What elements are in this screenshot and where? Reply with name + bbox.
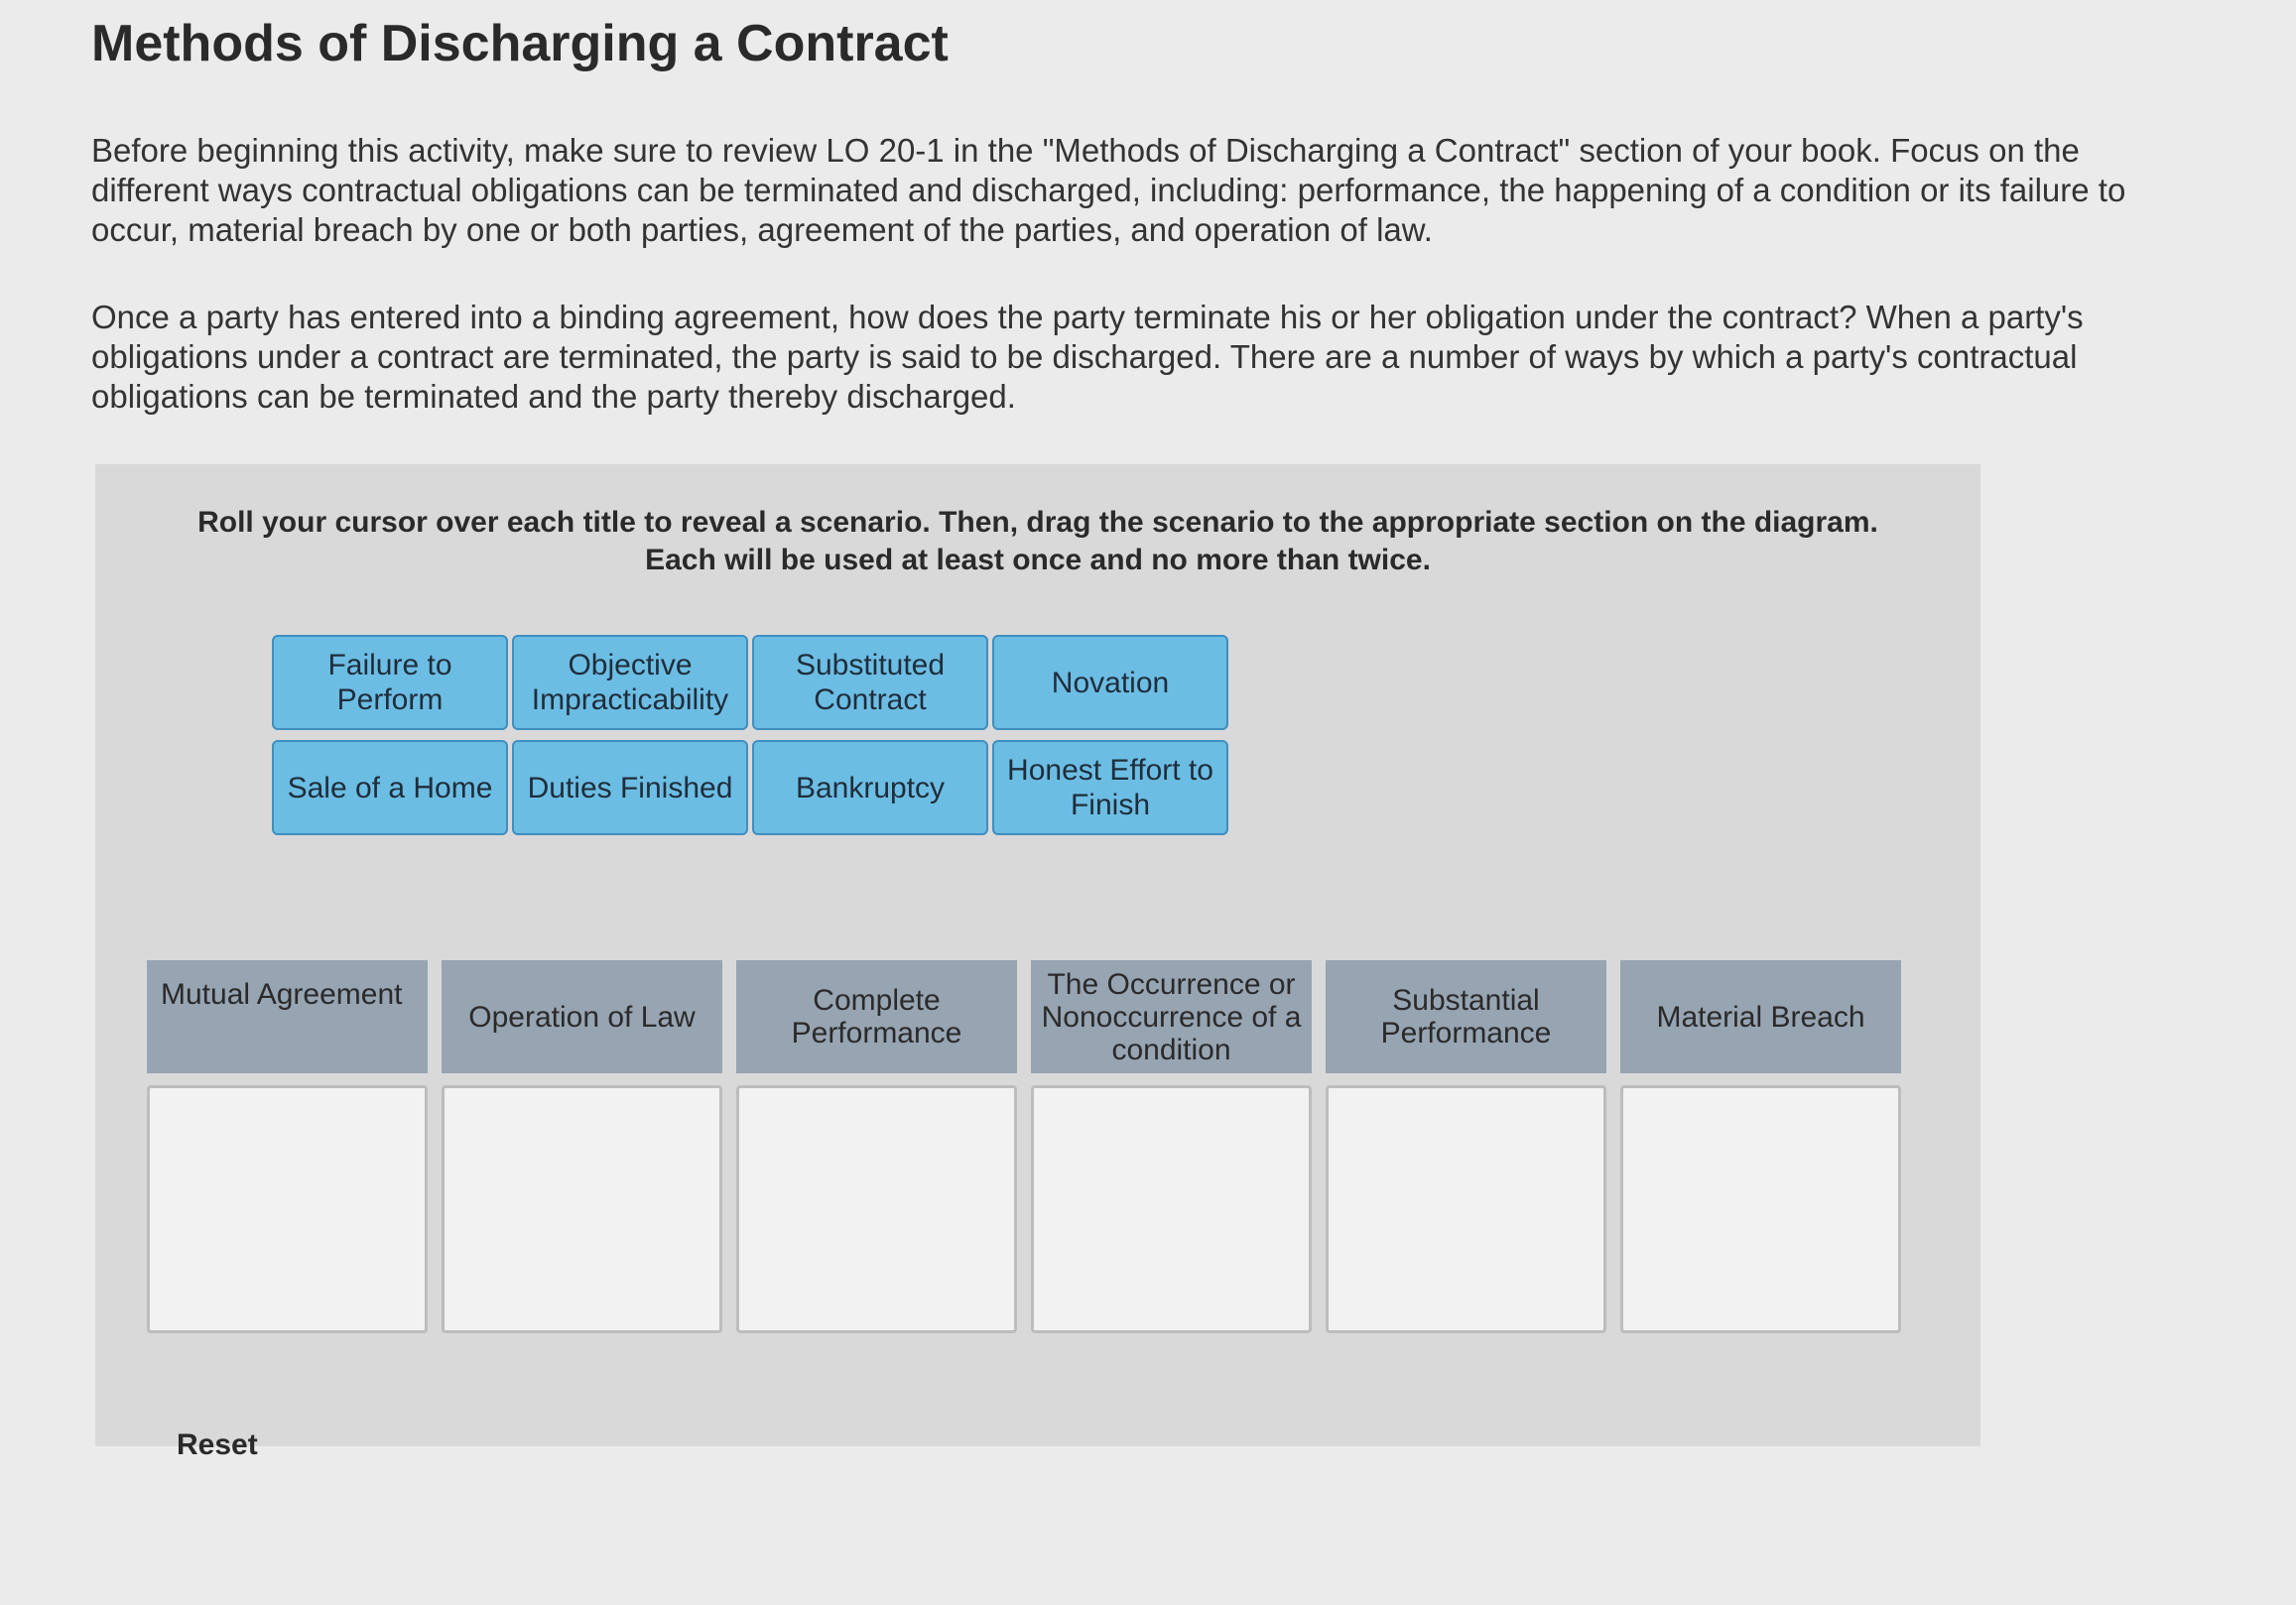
- category-occurrence-of-condition: [1031, 960, 1312, 1333]
- reset-button[interactable]: Reset: [177, 1428, 258, 1461]
- intro-paragraph-1: Before beginning this activity, make sure to review LO 20-1 in the "Methods of Discharging a Contract" section of your book. Focus on the different ways contractual obligations can be terminated and discharged, including: performance, the happening of a condition or its failure to occur, material breach by one or both parties, agreement of the parties, and operation of law.: [91, 132, 2126, 248]
- intro-paragraph-2: Once a party has entered into a binding agreement, how does the party terminate his or her obligation under the contract? When a party's obligations under a contract are terminated, the party is said to be discharged. There are a number of ways by which a party's contractual obligations can be terminated and the party thereby discharged.: [91, 299, 2084, 415]
- category-columns: [147, 960, 1901, 1333]
- drop-zone-complete-performance[interactable]: [736, 1085, 1017, 1333]
- category-header: Material Breach: [1620, 960, 1901, 1073]
- scenario-tile-bankruptcy[interactable]: Bankruptcy: [752, 740, 988, 835]
- drop-zone-mutual-agreement[interactable]: [147, 1085, 428, 1333]
- category-mutual-agreement: [147, 960, 428, 1333]
- scenario-tile-novation[interactable]: Novation: [992, 635, 1228, 730]
- drop-zone-occurrence-of-condition[interactable]: [1031, 1085, 1312, 1333]
- scenario-tile-honest-effort-to-finish[interactable]: Honest Effort to Finish: [992, 740, 1228, 835]
- activity-panel: [95, 464, 1980, 1461]
- category-header: Operation of Law: [442, 960, 722, 1073]
- category-header: The Occurrence or Nonoccurrence of a condition: [1031, 960, 1312, 1073]
- scenario-tile-duties-finished[interactable]: Duties Finished: [512, 740, 748, 835]
- category-operation-of-law: [442, 960, 722, 1333]
- category-header: Substantial Performance: [1326, 960, 1606, 1073]
- drop-zone-substantial-performance[interactable]: [1326, 1085, 1606, 1333]
- page-title: Methods of Discharging a Contract: [91, 15, 949, 72]
- category-substantial-performance: [1326, 960, 1606, 1333]
- drop-zone-material-breach[interactable]: [1620, 1085, 1901, 1333]
- scenario-tile-substituted-contract[interactable]: Substituted Contract: [752, 635, 988, 730]
- scenario-tile-failure-to-perform[interactable]: Failure to Perform: [272, 635, 508, 730]
- category-material-breach: [1620, 960, 1901, 1333]
- scenario-tile-sale-of-a-home[interactable]: Sale of a Home: [272, 740, 508, 835]
- drop-zone-operation-of-law[interactable]: [442, 1085, 722, 1333]
- activity-instructions: Roll your cursor over each title to reveal a scenario. Then, drag the scenario to the appropriate section on the diagram. Each will be used at least once and no more than twice.: [197, 506, 1878, 576]
- category-complete-performance: [736, 960, 1017, 1333]
- category-header: Mutual Agreement: [147, 960, 428, 1073]
- scenario-tiles: [272, 635, 1228, 835]
- category-header: Complete Performance: [736, 960, 1017, 1073]
- scenario-tile-objective-impracticability[interactable]: Objective Impracticability: [512, 635, 748, 730]
